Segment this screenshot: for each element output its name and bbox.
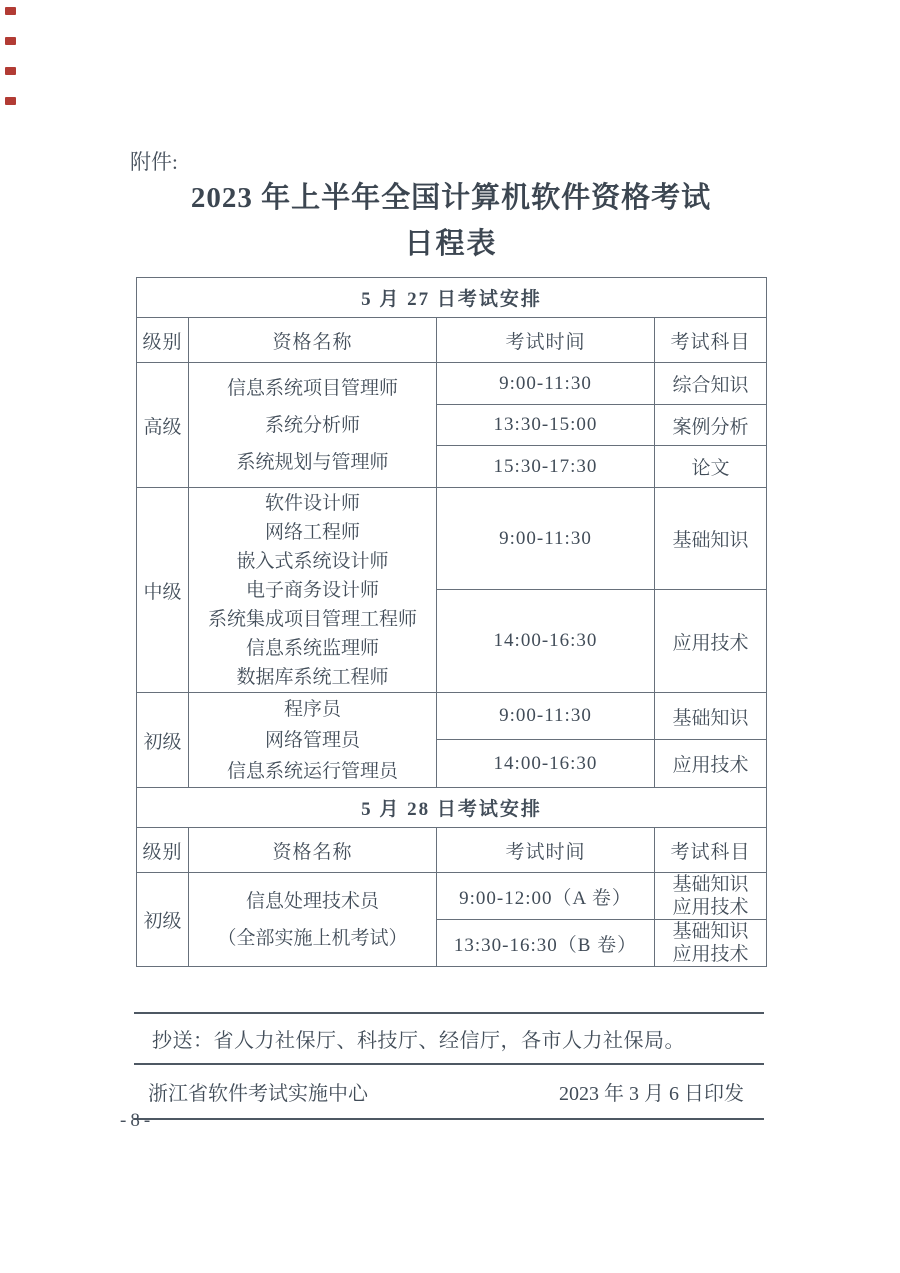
column-header-level: 级别 [137, 318, 189, 363]
title-line-1: 2023 年上半年全国计算机软件资格考试 [190, 182, 712, 214]
qualification-names-cell [189, 363, 437, 488]
qualification-name: 信息系统运行管理员 [226, 760, 398, 782]
qualification-name: 系统规划与管理师 [236, 451, 389, 473]
document-title [136, 178, 766, 264]
level-cell-middle: 中级 [137, 488, 189, 693]
column-header-qualification: 资格名称 [189, 828, 437, 873]
column-header-subject: 考试科目 [655, 828, 767, 873]
exam-subject-cell: 论文 [655, 446, 767, 488]
column-header-time: 考试时间 [437, 828, 655, 873]
qualification-name: 系统分析师 [264, 414, 360, 436]
exam-time-cell: 9:00-11:30 [437, 693, 655, 740]
exam-time-cell: 13:30-16:30（B 卷） [437, 920, 655, 967]
column-header-time: 考试时间 [437, 318, 655, 363]
exam-time-cell: 9:00-12:00（A 卷） [437, 873, 655, 920]
cc-line: 抄送：省人力社保厅、科技厅、经信厅，各市人力社保局。 [152, 1030, 685, 1052]
qualification-name-note: （全部实施上机考试） [217, 927, 408, 949]
exam-time-cell: 9:00-11:30 [437, 363, 655, 405]
column-header-qualification: 资格名称 [189, 318, 437, 363]
footer-divider [134, 1118, 764, 1120]
qualification-name: 信息系统项目管理师 [226, 377, 398, 399]
issuer-row [134, 1065, 764, 1118]
qualification-name: 网络管理员 [264, 729, 360, 751]
qualification-names-cell [189, 488, 437, 693]
qualification-name: 嵌入式系统设计师 [236, 550, 389, 572]
exam-schedule-table [136, 277, 767, 967]
level-cell-senior: 高级 [137, 363, 189, 488]
issue-date: 2023 年 3 月 6 日印发 [559, 1083, 744, 1105]
page-number: -8- [120, 1110, 155, 1131]
scan-artifact-mark [5, 37, 16, 45]
scan-artifact-mark [5, 67, 16, 75]
exam-time-cell: 15:30-17:30 [437, 446, 655, 488]
qualification-name: 软件设计师 [264, 492, 360, 514]
exam-subject-cell: 案例分析 [655, 405, 767, 446]
qualification-name: 系统集成项目管理工程师 [207, 608, 417, 630]
exam-subject-cell: 基础知识 [655, 488, 767, 590]
level-cell-junior: 初级 [137, 873, 189, 967]
column-header-subject: 考试科目 [655, 318, 767, 363]
column-header-level: 级别 [137, 828, 189, 873]
qualification-name: 程序员 [283, 698, 341, 720]
exam-time-cell: 13:30-15:00 [437, 405, 655, 446]
exam-subject-cell: 基础知识 [655, 693, 767, 740]
qualification-name: 信息系统监理师 [245, 637, 379, 659]
qualification-name: 信息处理技术员 [245, 890, 379, 912]
exam-subject-cell: 基础知识 应用技术 [655, 920, 767, 967]
day-header-may27: 5 月 27 日考试安排 [137, 278, 767, 318]
exam-subject-cell: 综合知识 [655, 363, 767, 405]
level-cell-junior: 初级 [137, 693, 189, 788]
qualification-names-cell [189, 693, 437, 788]
exam-time-cell: 14:00-16:30 [437, 590, 655, 693]
scan-artifact-mark [5, 97, 16, 105]
exam-time-cell: 9:00-11:30 [437, 488, 655, 590]
exam-time-cell: 14:00-16:30 [437, 740, 655, 788]
issuer-name: 浙江省软件考试实施中心 [148, 1083, 368, 1105]
qualification-name: 电子商务设计师 [245, 579, 379, 601]
day-header-may28: 5 月 28 日考试安排 [137, 788, 767, 828]
qualification-name: 网络工程师 [264, 521, 360, 543]
scan-artifact-mark [5, 7, 16, 15]
qualification-names-cell [189, 873, 437, 967]
document-footer [134, 1012, 764, 1120]
exam-subject-cell: 应用技术 [655, 590, 767, 693]
exam-subject-cell: 应用技术 [655, 740, 767, 788]
qualification-name: 数据库系统工程师 [236, 666, 389, 688]
title-line-2: 日程表 [404, 228, 498, 260]
exam-subject-cell: 基础知识 应用技术 [655, 873, 767, 920]
attachment-label: 附件: [130, 150, 178, 174]
